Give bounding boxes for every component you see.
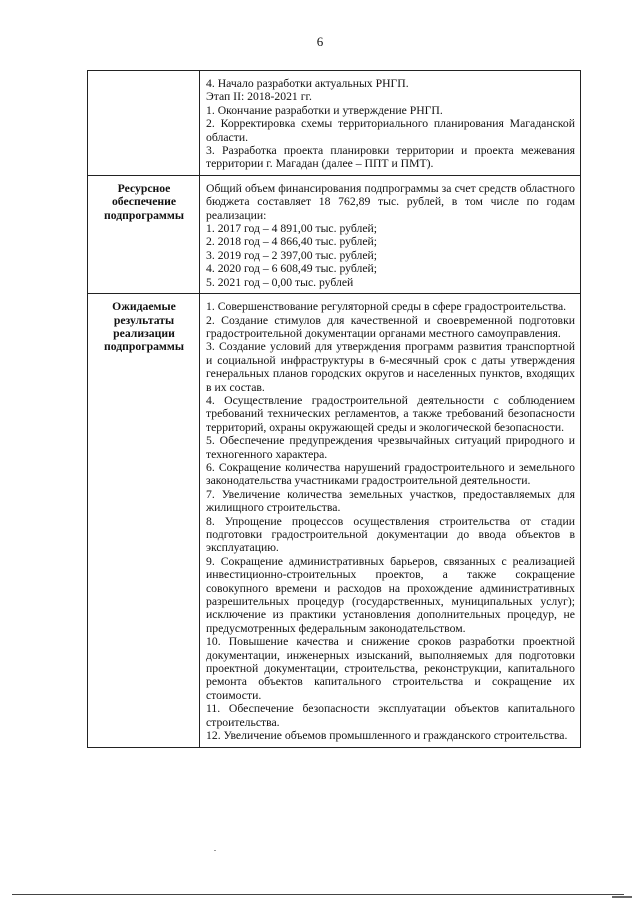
results-content — [200, 294, 581, 747]
paragraph: Общий объем финансирования подпрограммы за счет средств областного бюджета составляет 18 762,89 тыс. рублей, в том числе по годам реализации: — [206, 181, 575, 222]
paragraph: 5. Обеспечение предупреждения чрезвычайных ситуаций природного и техногенного характера. — [206, 434, 575, 461]
paragraph: 3. Разработка проекта планировки территории и проекта межевания территории г. Магадан (далее – ППТ и ПМТ). — [206, 144, 575, 171]
paragraph: 4. Начало разработки актуальных РНГП. — [206, 77, 409, 90]
paragraph: 8. Упрощение процессов осуществления строительства от стадии подготовки градостроительной документации до ввода объектов в эксплуатацию. — [206, 514, 575, 555]
paragraph: 4. Осуществление градостроительной деятельности с соблюдением требований технических регламентов, а также требований безопасности территорий, охраны окружающей среды и экологической безопасности. — [206, 393, 575, 434]
paragraph: 2. Создание стимулов для качественной и своевременной подготовки градостроительной документации органами местного самоуправления. — [206, 313, 575, 340]
paragraph: 10. Повышение качества и снижение сроков разработки проектной документации, инженерных изысканий, выполняемых для подготовки проектной документации, строительства, реконструкции, капитального ремонта объектов капитального строительства и сокращение их стоимости. — [206, 635, 575, 702]
paragraph: 11. Обеспечение безопасности эксплуатации объектов капитального строительства. — [206, 702, 575, 729]
row-label-resources: Ресурсное обеспечение подпрограммы — [88, 175, 200, 293]
scan-speck — [214, 850, 216, 851]
page-number: 6 — [316, 34, 324, 49]
paragraph: 1. 2017 год – 4 891,00 тыс. рублей; — [206, 222, 378, 236]
scan-edge-mark — [612, 896, 632, 898]
paragraph: 3. 2019 год – 2 397,00 тыс. рублей; — [206, 248, 378, 262]
paragraph: 9. Сокращение административных барьеров, связанных с реализацией инвестиционно-строительных проектов, а также сокращение совокупного времени и расходов на прохождение административных разрешительных процедур (государственных, муниципальных услуг); исключение из практики установления дополнительных процедур, не предусмотренных федеральным законодательством. — [206, 554, 575, 635]
paragraph: 7. Увеличение количества земельных участков, предоставляемых для жилищного строительства. — [206, 487, 575, 515]
paragraph: 1. Окончание разработки и утверждение РНГП. — [206, 103, 443, 117]
paragraph: 4. 2020 год – 6 608,49 тыс. рублей; — [206, 262, 378, 276]
paragraph: 12. Увеличение объемов промышленного и гражданского строительства. — [206, 729, 568, 743]
row-label-empty — [88, 71, 200, 176]
paragraph: 6. Сокращение количества нарушений градостроительного и земельного законодательства участниками градостроительной деятельности. — [206, 460, 575, 488]
paragraph: 3. Создание условий для утверждения программ развития транспортной и социальной инфраструктуры в 6-месячный срок с даты утверждения генеральных планов городских округов и населенных пунктов, входящих в их состав. — [206, 340, 575, 394]
table-row-resources — [88, 175, 581, 293]
table-row-results — [88, 294, 581, 747]
paragraph: Этап II: 2018-2021 гг. — [206, 90, 312, 104]
page-bottom-edge — [12, 894, 624, 895]
paragraph: 5. 2021 год – 0,00 тыс. рублей — [206, 275, 354, 289]
paragraph: 2. 2018 год – 4 866,40 тыс. рублей; — [206, 235, 378, 249]
subprogram-passport-table — [87, 70, 581, 748]
stages-content — [200, 71, 581, 176]
paragraph: 2. Корректировка схемы территориального планирования Магаданской области. — [206, 117, 575, 144]
paragraph: 1. Совершенствование регуляторной среды в сфере градостроительства. — [206, 300, 567, 314]
table-row-stages — [88, 71, 581, 176]
resources-content — [200, 175, 581, 293]
row-label-results: Ожидаемые результаты реализации подпрограммы — [88, 294, 200, 747]
